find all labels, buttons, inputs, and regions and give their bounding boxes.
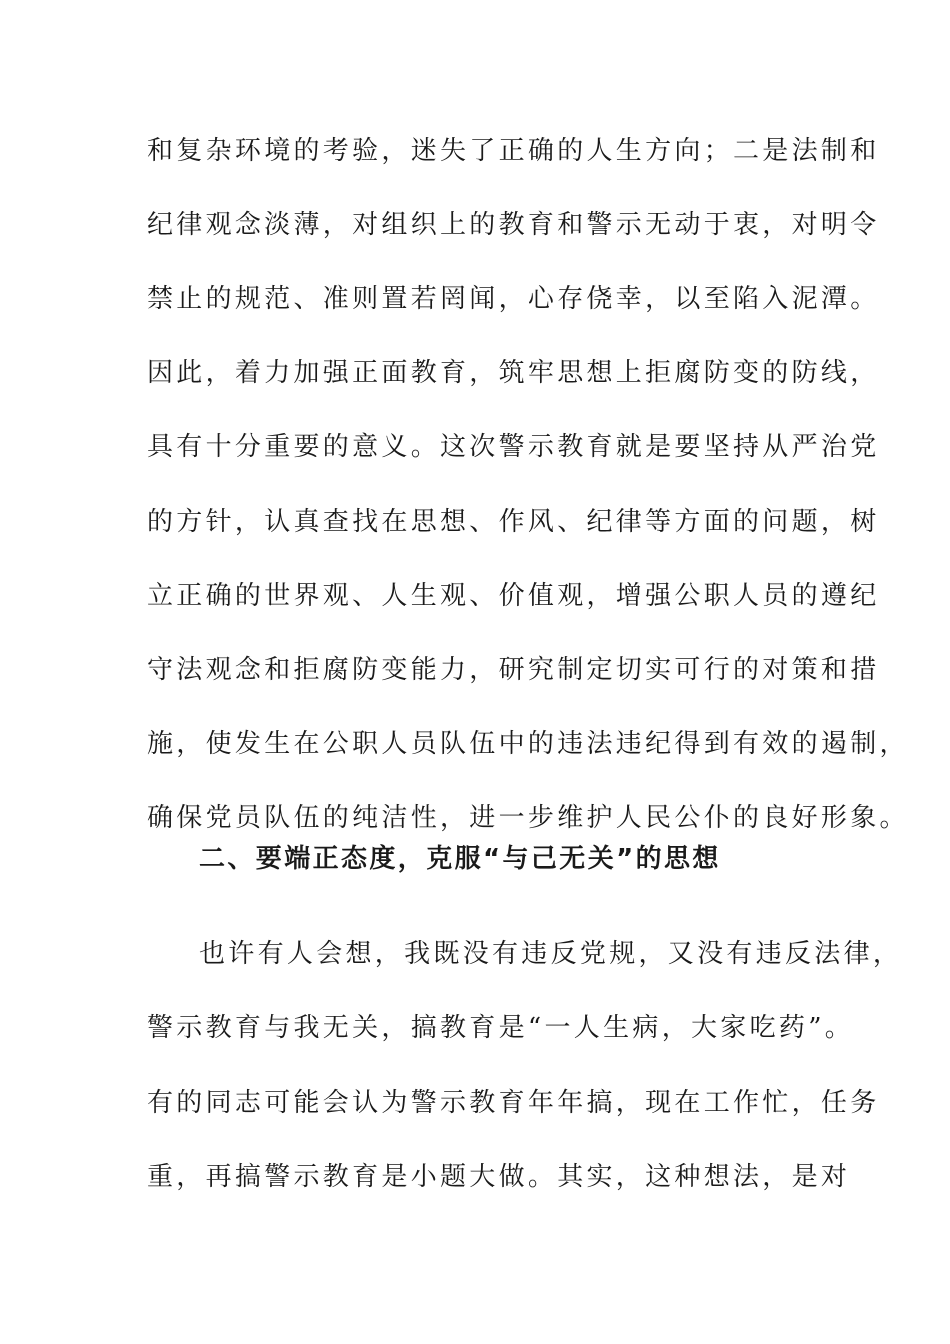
paragraph-1-line: 和复杂环境的考验，迷失了正确的人生方向；二是法制和 [147, 136, 880, 166]
paragraph-1-line: 守法观念和拒腐防变能力，研究制定切实可行的对策和措 [147, 655, 880, 685]
paragraph-1-line: 具有十分重要的意义。这次警示教育就是要坚持从严治党 [147, 432, 880, 462]
paragraph-1-line: 的方针，认真查找在思想、作风、纪律等方面的问题，树 [147, 507, 880, 537]
section-heading: 二、要端正态度，克服“与己无关”的思想 [199, 844, 721, 874]
paragraph-1-line: 禁止的规范、准则置若罔闻，心存侥幸，以至陷入泥潭。 [147, 284, 880, 314]
paragraph-1-line: 立正确的世界观、人生观、价值观，增强公职人员的遵纪 [147, 581, 880, 611]
paragraph-2-line: 也许有人会想，我既没有违反党规，又没有违反法律， [199, 939, 903, 969]
paragraph-1-line: 因此，着力加强正面教育，筑牢思想上拒腐防变的防线， [147, 358, 880, 388]
paragraph-1-line: 施，使发生在公职人员队伍中的违法违纪得到有效的遏制， [147, 729, 909, 759]
paragraph-2-line: 重，再搞警示教育是小题大做。其实，这种想法，是对 [147, 1162, 851, 1192]
paragraph-2-line: 警示教育与我无关，搞教育是“一人生病，大家吃药”。 [147, 1013, 855, 1043]
paragraph-1-line: 确保党员队伍的纯洁性，进一步维护人民公仆的良好形象。 [147, 803, 909, 833]
paragraph-1-line: 纪律观念淡薄，对组织上的教育和警示无动于衷，对明令 [147, 210, 880, 240]
paragraph-2-line: 有的同志可能会认为警示教育年年搞，现在工作忙，任务 [147, 1088, 880, 1118]
